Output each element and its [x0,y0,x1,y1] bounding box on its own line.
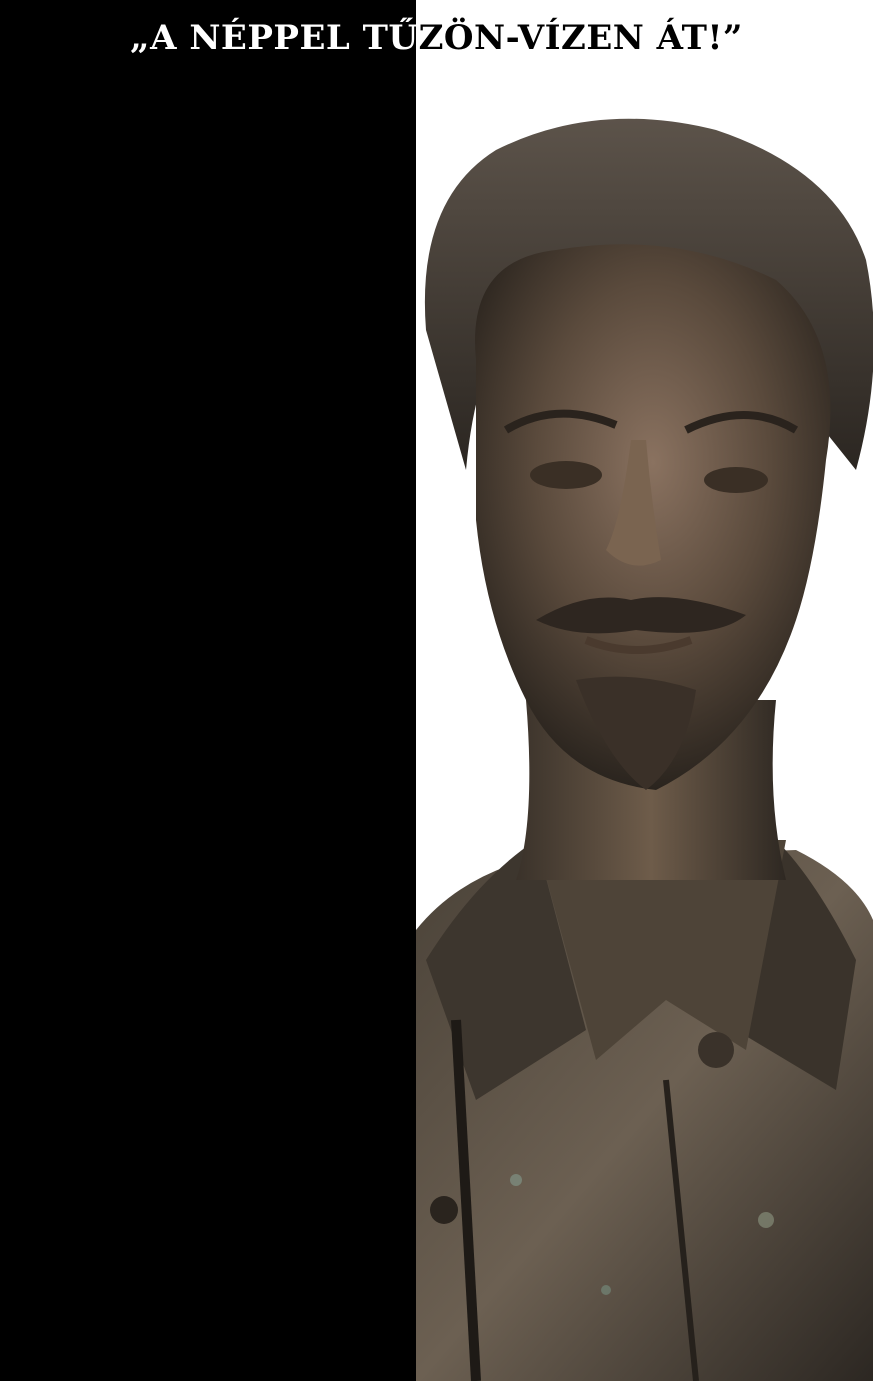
photo-panel [416,0,873,1381]
poem-author [0,1262,416,1306]
contributor-line: Közreműködik: [126,765,290,794]
poem-line: A néppel tűzön-vízen át! [124,1073,292,1093]
contributor-line: Dobos Rozália vers [106,797,310,826]
organizer-line: Szentesi Csoportja [125,954,291,979]
towns-line: Szeged - Szeged-Kiskundorozsma - Szentes [88,537,328,553]
photographer-role: fotós [189,146,227,167]
county-name [0,280,416,336]
photographer-name: Lantos Imre [105,100,311,146]
bronze-bust-image [416,0,873,1381]
locations-line: intézmények területein [89,399,327,428]
event-line: című [182,585,234,614]
locations-line: közterületein és [126,368,290,397]
poem-line: "Előre hát mind, aki költő, [117,1049,299,1068]
poem-date: Pest, 1847. január [148,1327,268,1344]
exhibition-title: PETŐFI EMLÉKEZET [89,206,327,232]
poem-line: Pihenjen ő árnyék alatt!" [123,1220,293,1240]
contributor-info [0,764,416,828]
organizer-line: Szervező: [164,870,252,895]
locations-text [0,367,416,429]
title-left-part: „A NÉPPEL TŰ [130,18,419,58]
event-line: vetítettképes fotókiállítás [76,615,340,644]
poem-quote [0,1047,416,1243]
organizer-info [0,869,416,981]
event-line: a Petőfi 200 emlékév [97,645,319,674]
author-line: Petőfi Sándor [163,1264,253,1281]
organizer-line: Megyei Egyesülete [123,926,293,951]
towns-line: Makó - Mórahalom - Nagymágocs - Sándorfalva [71,518,345,533]
title-right-part: ZÖN-VÍZEN ÁT!” [418,18,743,58]
poem-line: Átok reá, ki elhajítja [138,1098,278,1117]
towns-list [0,477,416,555]
poem-line: Vagy lomhaságból elmarad, [113,1171,303,1191]
event-line: alkalmából [150,675,266,704]
poster-title [0,18,873,58]
county-line: VÁRMEGYE [138,309,278,335]
towns-line: Apátfalva - Ásotthalom - Bordány - Csongrád [79,479,337,494]
author-line: A XIX. század költői [143,1286,273,1303]
event-description [0,585,416,705]
poem-line: Átok reá, ki gyávaságból [123,1147,293,1166]
poem-line: Hogy, míg a nép küzd, fárad, izzad, [87,1196,329,1215]
towns-line: Hódmezővásárhely - Kistelek - Kübekháza [89,498,327,514]
county-line: CSONGRÁD-CSANÁD [84,281,332,307]
poem-line: Kezéből a nép zászlaját. [125,1122,291,1142]
organizer-line: Mozgáskorlátozottak Csongrád [70,898,346,923]
